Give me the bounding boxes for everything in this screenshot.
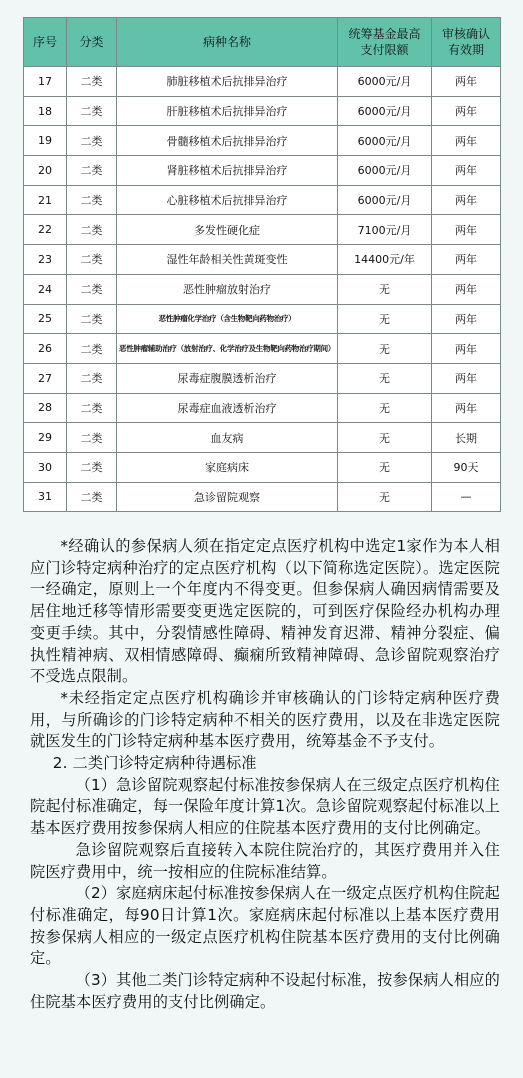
cell-disease-name: 恶性肿瘤辅助治疗（放射治疗、化学治疗及生物靶向药物治疗期间） [117,334,338,364]
cell-seq: 21 [24,185,67,215]
cell-disease-name: 肝脏移植术后抗排异治疗 [117,96,338,126]
cell-max-payment: 7100元/月 [338,215,432,245]
header-disease-name: 病种名称 [117,18,338,67]
cell-disease-name: 心脏移植术后抗排异治疗 [117,185,338,215]
cell-validity: 90天 [432,452,501,482]
cell-disease-name: 尿毒症腹膜透析治疗 [117,363,338,393]
cell-seq: 18 [24,96,67,126]
cell-max-payment: 无 [338,363,432,393]
cell-disease-name: 恶性肿瘤化学治疗（含生物靶向药物治疗） [117,304,338,334]
cell-validity: 两年 [432,304,501,334]
header-max-payment: 统筹基金最高 支付限额 [338,18,432,67]
cell-disease-name: 家庭病床 [117,452,338,482]
table-row [24,304,501,334]
cell-max-payment: 无 [338,482,432,512]
cell-category: 二类 [67,452,117,482]
paragraph-transfer-inpatient: 急诊留院观察后直接转入本院住院治疗的，其医疗费用并入住院医疗费用中，统一按相应的住院标准结算。 [30,840,500,881]
disease-table [23,17,501,512]
cell-seq: 22 [24,215,67,245]
cell-seq: 24 [24,274,67,304]
cell-max-payment: 无 [338,452,432,482]
cell-max-payment: 6000元/月 [338,67,432,97]
table-row [24,156,501,186]
cell-category: 二类 [67,334,117,364]
paragraph-designated-hospital: *经确认的参保病人须在指定定点医疗机构中选定1家作为本人相应门诊特定病种治疗的定点医疗机构（以下简称选定医院）。选定医院一经确定，原则上一个年度内不得变更。但参保病人确因病情需要及居住地迁移等情形需要变更选定医院的，可到医疗保险经办机构办理变更手续。其中，分裂情感性障碍、精神发育迟滞、精神分裂症、偏执性精神病、双相情感障碍、癫痫所致精神障碍、急诊留院观察治疗不受选点限制。 [30,537,500,686]
cell-validity: 两年 [432,245,501,275]
cell-seq: 26 [24,334,67,364]
section-heading: 2. 二类门诊特定病种待遇标准 [52,754,257,773]
table-row [24,393,501,423]
table-header [24,18,501,67]
cell-disease-name: 尿毒症血液透析治疗 [117,393,338,423]
cell-category: 二类 [67,156,117,186]
header-category: 分类 [67,18,117,67]
cell-validity: 两年 [432,274,501,304]
table-row [24,482,501,512]
table-row [24,96,501,126]
table-row [24,215,501,245]
paragraph-other-diseases: （3）其他二类门诊特定病种不设起付标准，按参保病人相应的住院基本医疗费用的支付比例确定。 [30,971,500,1011]
cell-disease-name: 肺脏移植术后抗排异治疗 [117,67,338,97]
cell-validity: 两年 [432,215,501,245]
table-row [24,274,501,304]
cell-category: 二类 [67,482,117,512]
cell-max-payment: 无 [338,393,432,423]
cell-validity: 两年 [432,363,501,393]
cell-category: 二类 [67,363,117,393]
table-row [24,245,501,275]
cell-validity: 长期 [432,423,501,453]
cell-max-payment: 6000元/月 [338,156,432,186]
cell-seq: 23 [24,245,67,275]
cell-disease-name: 骨髓移植术后抗排异治疗 [117,126,338,156]
cell-seq: 31 [24,482,67,512]
cell-disease-name: 湿性年龄相关性黄斑变性 [117,245,338,275]
cell-category: 二类 [67,126,117,156]
cell-max-payment: 6000元/月 [338,185,432,215]
table-row [24,67,501,97]
cell-seq: 28 [24,393,67,423]
header-seq: 序号 [24,18,67,67]
paragraph-non-payment: *未经指定定点医疗机构确诊并审核确认的门诊特定病种医疗费用，与所确诊的门诊特定病种不相关的医疗费用，以及在非选定医院就医发生的门诊特定病种基本医疗费用，统筹基金不予支付。 [30,688,500,751]
cell-category: 二类 [67,274,117,304]
cell-validity: 两年 [432,126,501,156]
table-row [24,452,501,482]
cell-seq: 17 [24,67,67,97]
cell-category: 二类 [67,393,117,423]
policy-text [30,536,500,1013]
table-row [24,423,501,453]
paragraph-home-sickbed: （2）家庭病床起付标准按参保病人在一级定点医疗机构住院起付标准确定，每90日计算1次。家庭病床起付标准以上基本医疗费用按参保病人相应的一级定点医疗机构住院基本医疗费用的支付比例确定。 [30,884,500,968]
cell-max-payment: 6000元/月 [338,126,432,156]
disease-table-container [23,17,500,512]
cell-category: 二类 [67,304,117,334]
cell-seq: 19 [24,126,67,156]
cell-max-payment: 无 [338,334,432,364]
header-validity: 审核确认 有效期 [432,18,501,67]
cell-category: 二类 [67,215,117,245]
cell-validity: 两年 [432,156,501,186]
table-row [24,334,501,364]
cell-max-payment: 无 [338,304,432,334]
header-row [24,18,501,67]
cell-disease-name: 肾脏移植术后抗排异治疗 [117,156,338,186]
cell-validity: 两年 [432,185,501,215]
table-body [24,67,501,512]
cell-seq: 30 [24,452,67,482]
table-row [24,185,501,215]
cell-disease-name: 多发性硬化症 [117,215,338,245]
cell-max-payment: 14400元/年 [338,245,432,275]
cell-disease-name: 急诊留院观察 [117,482,338,512]
cell-category: 二类 [67,245,117,275]
table-row [24,126,501,156]
cell-validity: — [432,482,501,512]
cell-category: 二类 [67,185,117,215]
cell-category: 二类 [67,96,117,126]
cell-validity: 两年 [432,96,501,126]
cell-category: 二类 [67,423,117,453]
cell-disease-name: 血友病 [117,423,338,453]
cell-max-payment: 无 [338,423,432,453]
cell-seq: 27 [24,363,67,393]
table-row [24,363,501,393]
cell-max-payment: 6000元/月 [338,96,432,126]
cell-disease-name: 恶性肿瘤放射治疗 [117,274,338,304]
cell-validity: 两年 [432,334,501,364]
cell-validity: 两年 [432,393,501,423]
cell-seq: 29 [24,423,67,453]
cell-validity: 两年 [432,67,501,97]
cell-seq: 20 [24,156,67,186]
paragraph-emergency-observation: （1）急诊留院观察起付标准按参保病人在三级定点医疗机构住院起付标准确定，每一保险年度计算1次。急诊留院观察起付标准以上基本医疗费用按参保病人相应的住院基本医疗费用的支付比例确定。 [30,775,500,838]
cell-category: 二类 [67,67,117,97]
cell-seq: 25 [24,304,67,334]
cell-max-payment: 无 [338,274,432,304]
